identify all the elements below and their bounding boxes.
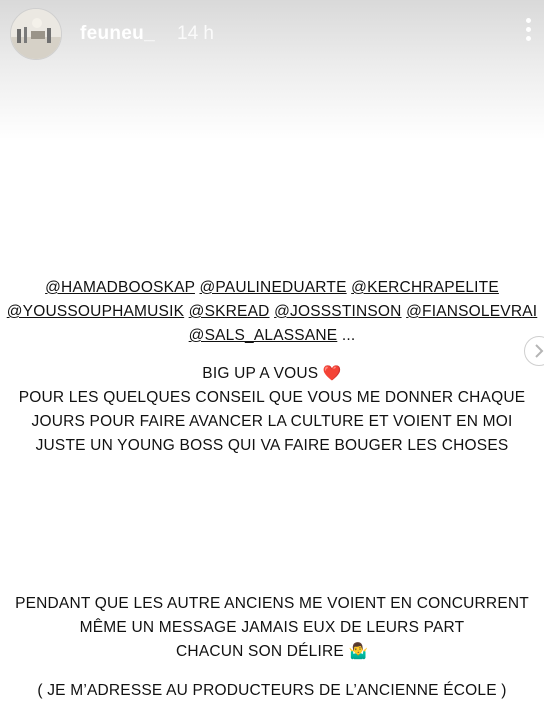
- story-header: [0, 0, 544, 70]
- producer-note: ( JE M’ADRESSE AU PRODUCTEURS DE L’ANCIENNE ÉCOLE ): [37, 682, 507, 699]
- timestamp: 14 h: [177, 23, 214, 44]
- mention-link[interactable]: @PAULINEDUARTE: [199, 279, 347, 296]
- mention-link[interactable]: @KERCHRAPELITE: [351, 279, 499, 296]
- bottom-line-3: CHACUN SON DÉLIRE: [176, 643, 344, 660]
- bigup-block: [0, 362, 544, 458]
- bigup-line-2: JOURS POUR FAIRE AVANCER LA CULTURE ET VOIENT EN MOI: [31, 413, 513, 430]
- avatar[interactable]: [10, 8, 62, 60]
- mentions-line-2: [0, 300, 544, 324]
- mentions-ellipsis: ...: [341, 327, 356, 344]
- heart-emoji-icon: ❤️: [322, 365, 342, 382]
- more-options-icon[interactable]: [524, 18, 532, 46]
- bottom-line-2: MÊME UN MESSAGE JAMAIS EUX DE LEURS PART: [79, 619, 465, 636]
- bigup-title: BIG UP A VOUS: [202, 365, 319, 382]
- mentions-line-3: [0, 324, 544, 348]
- bigup-line-3: JUSTE UN YOUNG BOSS QUI VA FAIRE BOUGER LES CHOSES: [35, 437, 509, 454]
- mention-link[interactable]: @HAMADBOOSKAP: [45, 279, 195, 296]
- mention-link[interactable]: @FIANSOLEVRAI: [406, 303, 538, 320]
- bottom-line-3-wrap: [0, 640, 544, 664]
- mention-link[interactable]: @YOUSSOUPHAMUSIK: [6, 303, 185, 320]
- shrug-emoji-icon: 🤷‍♂️: [348, 643, 368, 660]
- bigup-line-1: POUR LES QUELQUES CONSEIL QUE VOUS ME DONNER CHAQUE: [18, 389, 526, 406]
- mention-link[interactable]: @JOSSSTINSON: [274, 303, 402, 320]
- mention-link[interactable]: @SALS_ALASSANE: [188, 327, 338, 344]
- username[interactable]: feuneu_: [80, 23, 155, 44]
- bigup-title-line: [0, 362, 544, 386]
- mentions-block: [0, 276, 544, 348]
- bottom-line-1: PENDANT QUE LES AUTRE ANCIENS ME VOIENT EN CONCURRENT: [15, 595, 529, 612]
- bottom-block: [0, 592, 544, 664]
- mention-link[interactable]: @SKREAD: [188, 303, 270, 320]
- mentions-line-1: [0, 276, 544, 300]
